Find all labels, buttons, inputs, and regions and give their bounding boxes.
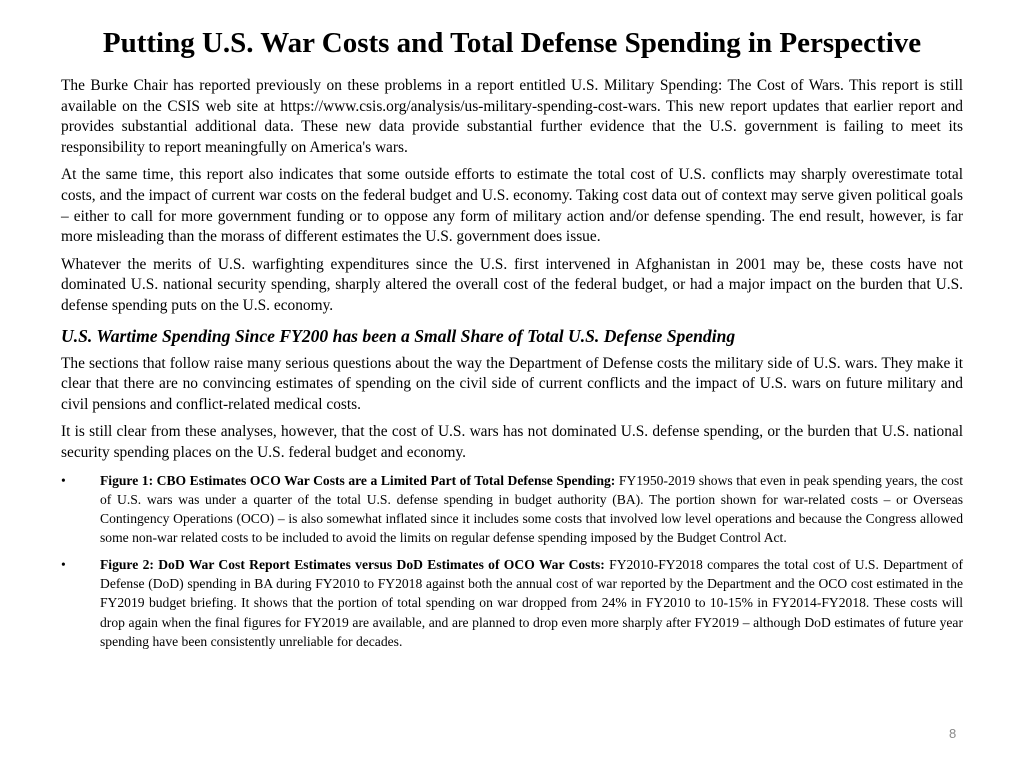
page-title: Putting U.S. War Costs and Total Defense Spending in Perspective [102, 27, 922, 59]
bullet-figure-1-text: FY1950-2019 shows that even in peak spending years, the cost of U.S. wars was under a quarter of the total U.S. defense spending in budget authority (BA). The portion shown for war-related costs – or Overseas Contingency Operations (OCO) – is also somewhat inflated since it includes some costs that involved low level operations and because the Congress allowed some non-war related costs to be included to avoid the limits on regular defense spending imposed by the Budget Control Act. [100, 472, 963, 546]
paragraph-sections: The sections that follow raise many serious questions about the way the Department of Defense costs the military side of U.S. wars. They make it clear that there are no convincing estimates of spending on the civil side of current conflicts and the impact of U.S. wars on future military and civil pensions and conflict-related medical costs. [61, 354, 963, 413]
paragraph-overestimate: At the same time, this report also indicates that some outside efforts to estimate the total cost of U.S. conflicts may sharply overestimate total costs, and the impact of current war costs on the federal budget and U.S. economy. Taking cost data out of context may serve given political goals – either to call for more government funding or to oppose any form of military action and/or defense spending. The end result, however, is far more misleading than the morass of different estimates the U.S. government does issue. [61, 166, 963, 246]
figure-bullet-list [61, 471, 963, 652]
bullet-dot-icon: • [61, 472, 66, 488]
paragraph-intro: The Burke Chair has reported previously on these problems in a report entitled U.S. Military Spending: The Cost of Wars. This report is still available on the CSIS web site at https://www.csis.org/analysis/us-military-spending-cost-wars. This new report updates that earlier report and provides substantial additional data. These new data provide substantial further evidence that the U.S. government is failing to meet its responsibility to report meaningfully on America's wars. [61, 77, 963, 156]
bullet-dot-icon: • [61, 556, 66, 572]
bullet-figure-2-heading: Figure 2: DoD War Cost Report Estimates versus DoD Estimates of OCO War Costs: [100, 556, 605, 572]
bullet-figure-2 [61, 555, 963, 651]
page-number: 8 [949, 726, 957, 741]
bullet-figure-1-heading: Figure 1: CBO Estimates OCO War Costs are a Limited Part of Total Defense Spending: [100, 472, 616, 488]
paragraph-merits: Whatever the merits of U.S. warfighting expenditures since the U.S. first intervened in Afghanistan in 2001 may be, these costs have not dominated U.S. national security spending, sharply altered the overall cost of the federal budget, or had a major impact on the burden that U.S. defense spending puts on the U.S. economy. [61, 255, 963, 314]
section-subheading: U.S. Wartime Spending Since FY200 has been a Small Share of Total U.S. Defense Spending [61, 325, 736, 346]
paragraph-conclusion: It is still clear from these analyses, however, that the cost of U.S. wars has not dominated U.S. defense spending, or the burden that U.S. national security spending places on the U.S. federal budget and economy. [61, 423, 963, 461]
bullet-figure-1 [61, 471, 963, 548]
body-content [61, 76, 963, 658]
bullet-figure-2-text: FY2010-FY2018 compares the total cost of U.S. Department of Defense (DoD) spending in BA during FY2010 to FY2018 against both the annual cost of war reported by the Department and the OCO cost estimated in the FY2019 budget briefing. It shows that the portion of total spending on war dropped from 24% in FY2010 to 10-15% in FY2014-FY2018. These costs will drop again when the final figures for FY2019 are available, and are planned to drop even more sharply after FY2019 – although DoD estimates of future year spending have been consistently unreliable for decades. [100, 556, 963, 649]
